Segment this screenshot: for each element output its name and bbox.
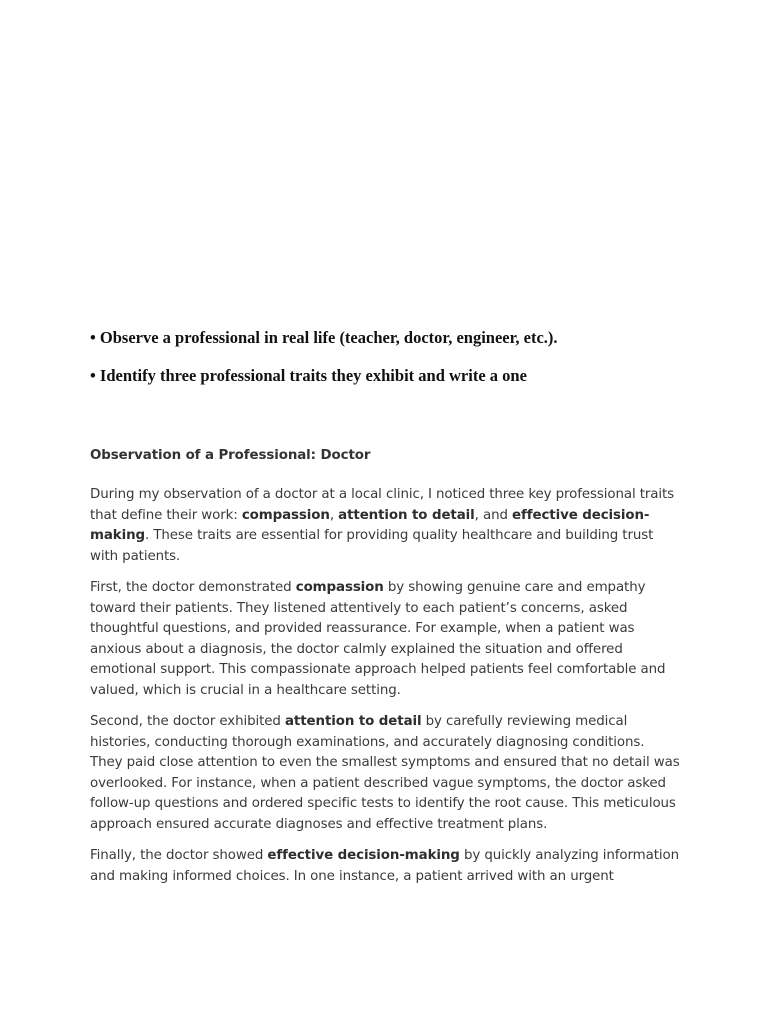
emphasized-term: attention to detail: [338, 507, 475, 523]
essay-heading: Observation of a Professional: Doctor: [90, 448, 371, 463]
task-item-observe: • Observe a professional in real life (teacher, doctor, engineer, etc.).: [90, 328, 558, 347]
emphasized-term: compassion: [241, 507, 330, 523]
paragraph-text: Second, the doctor exhibited: [90, 714, 285, 730]
paragraph-text: by carefully reviewing medical histories, conducting thorough examinations, and accurately diagnosing conditions. They paid close attention to even the smallest symptoms and ensured that no detail was overlooked. For instance, when a patient described vague symptoms, the doctor asked follow-up questions and ordered specific tests to identify the root cause. This meticulous approach ensured accurate diagnoses and effective treatment plans.: [90, 714, 680, 832]
paragraph-intro: [90, 485, 680, 567]
paragraph-text: . These traits are essential for providing quality healthcare and building trust with patients.: [90, 528, 654, 564]
emphasized-term: effective decision-making: [90, 507, 650, 544]
essay-body: [90, 446, 680, 898]
paragraph-decision: [90, 846, 680, 887]
emphasized-term: compassion: [295, 579, 384, 595]
paragraph-attention: [90, 712, 680, 836]
paragraph-text: by showing genuine care and empathy toward their patients. They listened attentively to each patient’s concerns, asked thoughtful questions, and provided reassurance. For example, when a patient was anxious about a diagnosis, the doctor calmly explained the situation and offered emotional support. This compassionate approach helped patients feel comfortable and valued, which is crucial in a healthcare setting.: [90, 579, 666, 698]
paragraph-compassion: [90, 578, 680, 702]
task-item-identify: • Identify three professional traits they exhibit and write a one: [90, 366, 527, 385]
paragraph-text: Finally, the doctor showed: [90, 848, 268, 864]
emphasized-term: effective decision-making: [267, 848, 460, 864]
emphasized-term: attention to detail: [285, 714, 422, 730]
paragraph-text: ,: [329, 507, 339, 523]
paragraph-text: by quickly analyzing information and making informed choices. In one instance, a patient arrived with an urgent: [90, 848, 679, 884]
paragraph-text: During my observation of a doctor at a local clinic, I noticed three key professional traits that define their work:: [90, 487, 675, 523]
paragraph-text: First, the doctor demonstrated: [90, 579, 296, 595]
paragraph-text: , and: [474, 507, 513, 523]
